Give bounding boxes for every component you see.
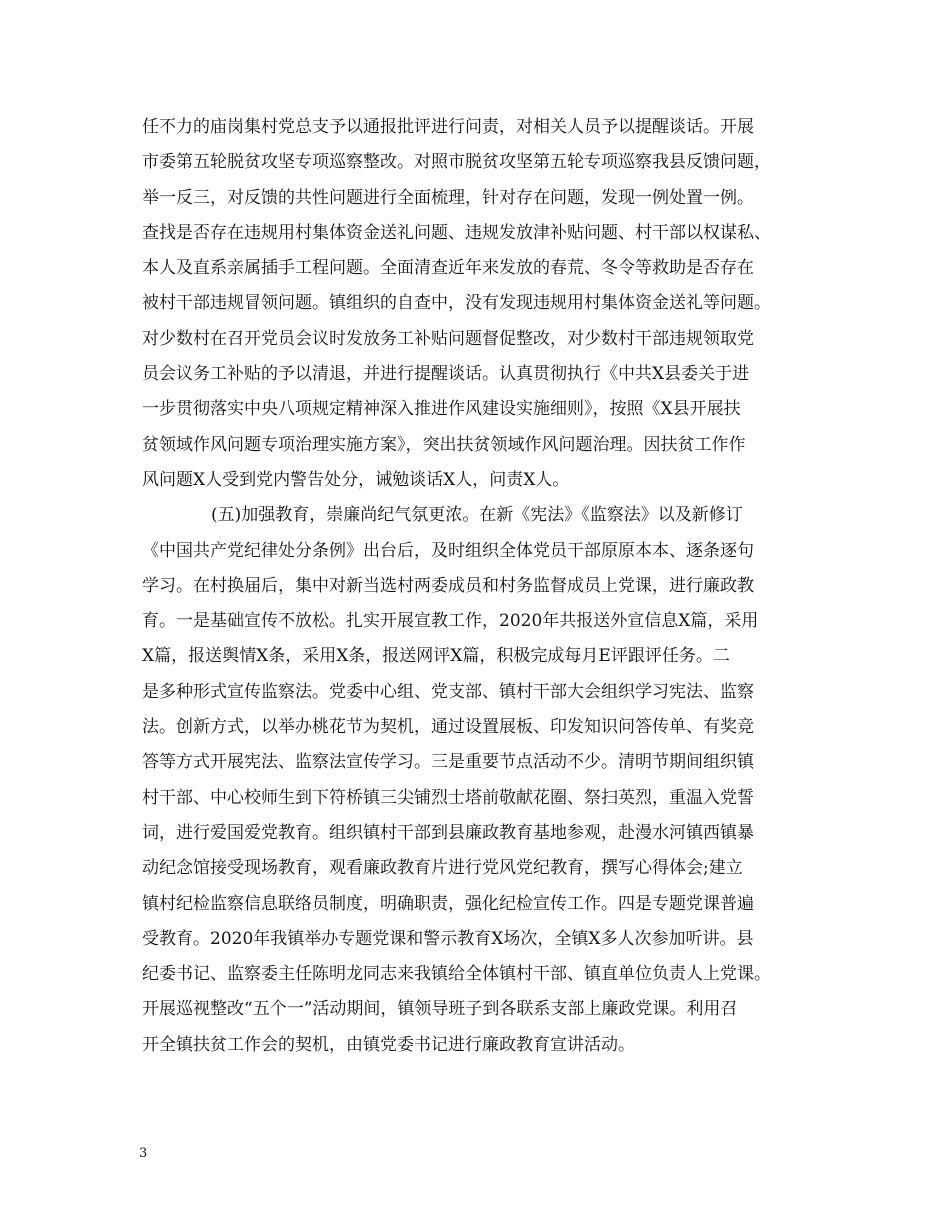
text-line: 被村干部违规冒领问题。镇组织的自查中，没有发现违规用村集体资金送礼等问题。 (142, 293, 771, 314)
paragraph (142, 110, 842, 498)
text-line: 学习。在村换届后，集中对新当选村两委成员和村务监督成员上党课，进行廉政教 (142, 575, 754, 596)
text-line: 村干部、中心校师生到下符桥镇三尖铺烈士塔前敬献花圈、祭扫英烈，重温入党誓 (142, 787, 754, 808)
section-heading-line: (五)加强教育，崇廉尚纪气氛更浓。在新《宪法》《监察法》以及新修订 (211, 505, 743, 526)
text-line: 受教育。2020年我镇举办专题党课和警示教育X场次，全镇X多人次参加听讲。县 (142, 928, 754, 949)
text-line: 开展巡视整改“五个一”活动期间，镇领导班子到各联系支部上廉政党课。利用召 (142, 999, 738, 1020)
text-line: 是多种形式宣传监察法。党委中心组、党支部、镇村干部大会组织学习宪法、监察 (142, 681, 754, 702)
text-line: 育。一是基础宣传不放松。扎实开展宣教工作，2020年共报送外宣信息X篇，采用 (142, 611, 759, 632)
text-line: 查找是否存在违规用村集体资金送礼问题、违规发放津补贴问题、村干部以权谋私、 (142, 222, 771, 243)
text-line: X篇，报送舆情X条，采用X条，报送网评X篇，积极完成每月E评跟评任务。二 (142, 646, 730, 667)
text-line: 镇村纪检监察信息联络员制度，明确职责，强化纪检宣传工作。四是专题党课普遍 (142, 893, 754, 914)
paragraph (142, 498, 842, 1063)
text-line: 动纪念馆接受现场教育，观看廉政教育片进行党风党纪教育，撰写心得体会;建立 (142, 858, 743, 879)
page-number: 3 (139, 1146, 148, 1161)
text-line: 《中国共产党纪律处分条例》出台后，及时组织全体党员干部原原本本、逐条逐句 (142, 540, 754, 561)
text-line: 员会议务工补贴的予以清退，并进行提醒谈话。认真贯彻执行《中共X县委关于进 (142, 364, 750, 385)
text-line: 开全镇扶贫工作会的契机，由镇党委书记进行廉政教育宣讲活动。 (142, 1034, 635, 1055)
text-line: 任不力的庙岗集村党总支予以通报批评进行问责，对相关人员予以提醒谈话。开展 (142, 117, 754, 137)
text-line: 对少数村在召开党员会议时发放务工补贴问题督促整改，对少数村干部违规领取党 (142, 328, 754, 349)
text-line: 市委第五轮脱贫攻坚专项巡察整改。对照市脱贫攻坚第五轮专项巡察我县反馈问题， (142, 152, 771, 173)
text-line: 举一反三，对反馈的共性问题进行全面梳理，针对存在问题，发现一例处置一例。 (142, 187, 754, 208)
document-body (142, 110, 842, 1063)
text-line: 词，进行爱国爱党教育。组织镇村干部到县廉政教育基地参观，赴漫水河镇西镇暴 (142, 822, 754, 843)
text-line: 一步贯彻落实中央八项规定精神深入推进作风建设实施细则》，按照《X县开展扶 (142, 399, 741, 420)
text-line: 答等方式开展宪法、监察法宣传学习。三是重要节点活动不少。清明节期间组织镇 (142, 752, 754, 773)
text-line: 风问题X人受到党内警告处分，诫勉谈话X人，问责X人。 (142, 469, 570, 490)
text-line: 纪委书记、监察委主任陈明龙同志来我镇给全体镇村干部、镇直单位负责人上党课。 (142, 964, 771, 985)
text-line: 法。创新方式，以举办桃花节为契机，通过设置展板、印发知识问答传单、有奖竞 (142, 717, 754, 738)
text-line: 本人及直系亲属插手工程问题。全面清查近年来发放的春荒、冬令等救助是否存在 (142, 258, 754, 279)
text-line: 贫领域作风问题专项治理实施方案》，突出扶贫领域作风问题治理。因扶贫工作作 (142, 434, 746, 455)
